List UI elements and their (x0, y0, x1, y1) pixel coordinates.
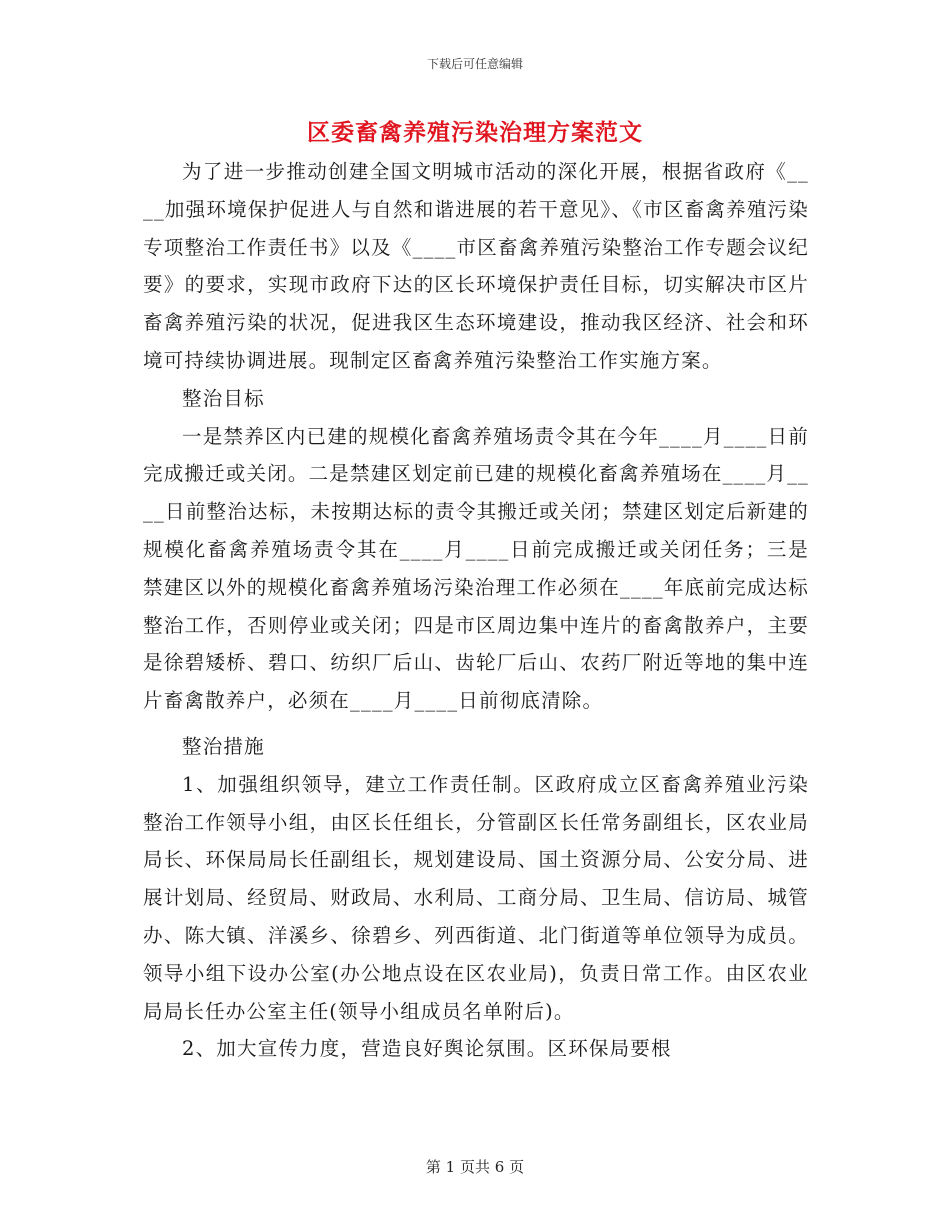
section-heading-measures: 整治措施 (182, 734, 265, 758)
page-header: 下载后可任意编辑 (426, 57, 523, 71)
measure-2-paragraph: 2、加大宣传力度，营造良好舆论氛围。区环保局要根 (182, 1037, 672, 1061)
document-title: 区委畜禽养殖污染治理方案范文 (307, 119, 643, 146)
page-number-footer: 第 1 页共 6 页 (425, 1158, 525, 1176)
measure-1-paragraph: 1、加强组织领导，建立工作责任制。区政府成立区畜禽养殖业污染整治工作领导小组，由区长任组长，分管副区长任常务副组长，区农业局局长、环保局局长任副组长，规划建设局、国土资源分局、公安分局、进展计划局、经贸局、财政局、水利局、工商分局、卫生局、信访局、城管办、陈大镇、洋溪乡、徐碧乡、列西街道、北门街道等单位领导为成员。领导小组下设办公室(办公地点设在区农业局)，负责日常工作。由区农业局局长任办公室主任(领导小组成员名单附后)。 (143, 772, 809, 1023)
section-heading-goals: 整治目标 (182, 386, 265, 410)
intro-paragraph: 为了进一步推动创建全国文明城市活动的深化开展，根据省政府《____加强环境保护促进人与自然和谐进展的若干意见》、《市区畜禽养殖污染专项整治工作责任书》以及《____市区畜禽养殖污染整治工作专题会议纪要》的要求，实现市政府下达的区长环境保护责任目标，切实解决市区片畜禽养殖污染的状况，促进我区生态环境建设，推动我区经济、社会和环境可持续协调进展。现制定区畜禽养殖污染整治工作实施方案。 (143, 160, 809, 372)
document-body (143, 153, 809, 1068)
goals-paragraph: 一是禁养区内已建的规模化畜禽养殖场责令其在今年____月____日前完成搬迁或关闭。二是禁建区划定前已建的规模化畜禽养殖场在____月____日前整治达标，未按期达标的责令其搬迁或关闭；禁建区划定后新建的规模化畜禽养殖场责令其在____月____日前完成搬迁或关闭任务；三是禁建区以外的规模化畜禽养殖场污染治理工作必须在____年底前完成达标整治工作，否则停业或关闭；四是市区周边集中连片的畜禽散养户，主要是徐碧矮桥、碧口、纺织厂后山、齿轮厂后山、农药厂附近等地的集中连片畜禽散养户，必须在____月____日前彻底清除。 (143, 424, 810, 713)
